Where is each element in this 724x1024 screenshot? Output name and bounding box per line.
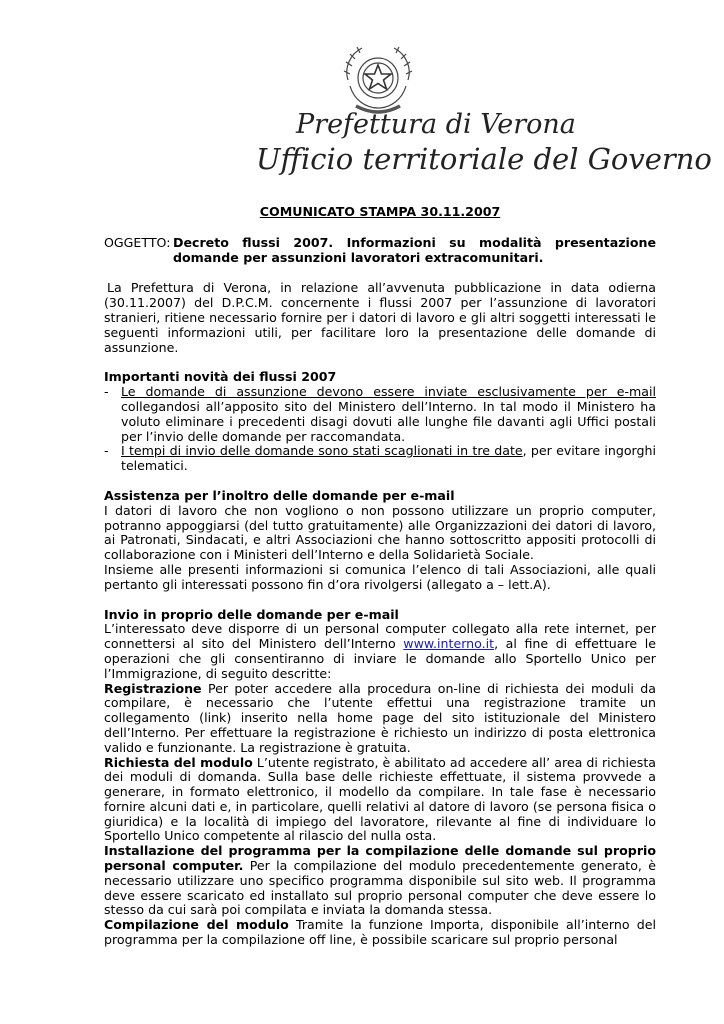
- assistenza-paragraph-2: Insieme alle presenti informazioni si comunica l’elenco di tali Associazioni, alle quali pertanto gli interessati possono fin d’ora rivolgersi (allegato a – lett.A).: [104, 561, 656, 592]
- richiesta-modulo-text: L’utente registrato, è abilitato ad accedere all’ area di richiesta dei moduli di domanda. Sulla base delle richieste effettuate, il sistema provvede a generare, in formato elettronico, il modello da compilare. In tale fase è necessario fornire alcuni dati e, in particolare, quelli relativi al datore di lavoro (se persona fisica o giuridica) e la località di impiego del lavoratore, rilevante al fine di individuare lo Sportello Unico competente al rilascio del nulla osta.: [104, 754, 656, 844]
- list-item: - I tempi di invio delle domande sono stati scaglionati in tre date, per evitare ingorghi telematici.: [104, 443, 656, 474]
- section-heading-novita: Importanti novità dei flussi 2007: [104, 369, 337, 385]
- document-body: [104, 203, 656, 948]
- registrazione-label: Registrazione: [104, 680, 202, 696]
- compilazione-paragraph: [104, 918, 656, 948]
- richiesta-modulo-label: Richiesta del modulo: [104, 754, 253, 770]
- invio-text-before-link: L’interessato deve disporre di un personal computer collegato alla rete internet, per connettersi al sito del Ministero dell’Interno: [104, 621, 656, 652]
- invio-text-after-link: , al fine di effettuare le operazioni che gli consentiranno di inviare le domande allo Sportello Unico per l’Immigrazione, di seguito descritte:: [104, 636, 656, 681]
- registrazione-text: Per poter accedere alla procedura on-line di richiesta dei moduli da compilare, è necessario che l’utente effettui una registrazione tramite un collegamento (link) inserito nella home page del sito istituzionale del Ministero dell’Interno. Per effettuare la registrazione è richiesto un indirizzo di posta elettronica valido e funzionante. La registrazione è gratuita.: [104, 680, 656, 755]
- list-item: - Le domande di assunzione devono essere inviate esclusivamente per e-mail collegandosi all’apposito sito del Ministero dell’Interno. In tal modo il Ministero ha voluto eliminare i precedenti disagi dovuti alle lunghe file davanti agli Uffici postali per l’invio delle domande per raccomandata.: [104, 384, 656, 444]
- richiesta-modulo-paragraph: [104, 756, 656, 845]
- compilazione-text: Tramite la funzione Importa, disponibile all’interno del programma per la compilazione off line, è possibile scaricare sul proprio personal: [104, 917, 656, 948]
- novita-item2-underlined: I tempi di invio delle domande sono stati scaglionati in tre date: [121, 443, 523, 459]
- section-heading-invio: Invio in proprio delle domande per e-mail: [104, 606, 399, 622]
- installazione-label: Installazione del programma per la compilazione delle domande sul proprio personal computer.: [104, 843, 656, 874]
- oggetto-label: OGGETTO:: [104, 234, 171, 250]
- interno-link[interactable]: www.interno.it: [403, 636, 495, 652]
- intro-paragraph: La Prefettura di Verona, in relazione all’avvenuta pubblicazione in data odierna (30.11.2007) del D.P.C.M. concernente i flussi 2007 per l’assunzione di lavoratori stranieri, ritiene necessario fornire per i datori di lavoro e gli altri soggetti interessati le seguenti informazioni utili, per facilitare loro la presentazione delle domande di assunzione.: [104, 280, 656, 355]
- installazione-text: Per la compilazione del modulo precedentemente generato, è necessario utilizzare uno specifico programma disponibile sul sito web. Il programma deve essere scaricato ed installato sul proprio personal computer che deve essere lo stesso da cui sarà poi compilata e inviata la domanda stessa.: [104, 858, 657, 918]
- logo-line-prefettura: Prefettura di Verona: [296, 109, 576, 140]
- novita-item2-text: , per evitare ingorghi telematici.: [121, 443, 656, 474]
- novita-list: [104, 385, 656, 474]
- section-heading-assistenza: Assistenza per l’inoltro delle domande per e-mail: [104, 487, 455, 503]
- logo-line-ufficio: Ufficio territoriale del Governo: [256, 142, 712, 176]
- oggetto-text: Decreto flussi 2007. Informazioni su modalità presentazione domande per assunzioni lavoratori extracomunitari.: [173, 234, 656, 265]
- emblem-icon: [336, 40, 420, 116]
- oggetto-block: [104, 236, 656, 266]
- novita-item1-text: collegandosi all’apposito sito del Ministero dell’Interno. In tal modo il Ministero ha voluto eliminare i precedenti disagi dovuti alle lunghe file davanti agli Uffici postali per l’invio delle domande per raccomandata.: [121, 398, 656, 444]
- compilazione-label: Compilazione del modulo: [104, 917, 289, 933]
- assistenza-paragraph-1: I datori di lavoro che non vogliono o non possono utilizzare un proprio computer, potranno appoggiarsi (del tutto gratuitamente) alle Organizzazioni dei datori di lavoro, ai Patronati, Sindacati, e altri Associazioni che hanno sottoscritto appositi protocolli di collaborazione con i Ministeri dell’Interno e della Solidarietà Sociale.: [104, 502, 656, 563]
- invio-paragraph-1: [104, 622, 656, 681]
- novita-item1-underlined: Le domande di assunzione devono essere inviate esclusivamente per e-mail: [121, 384, 656, 400]
- document-title: COMUNICATO STAMPA 30.11.2007: [259, 204, 501, 219]
- registrazione-paragraph: [104, 682, 656, 756]
- installazione-paragraph: [104, 844, 656, 918]
